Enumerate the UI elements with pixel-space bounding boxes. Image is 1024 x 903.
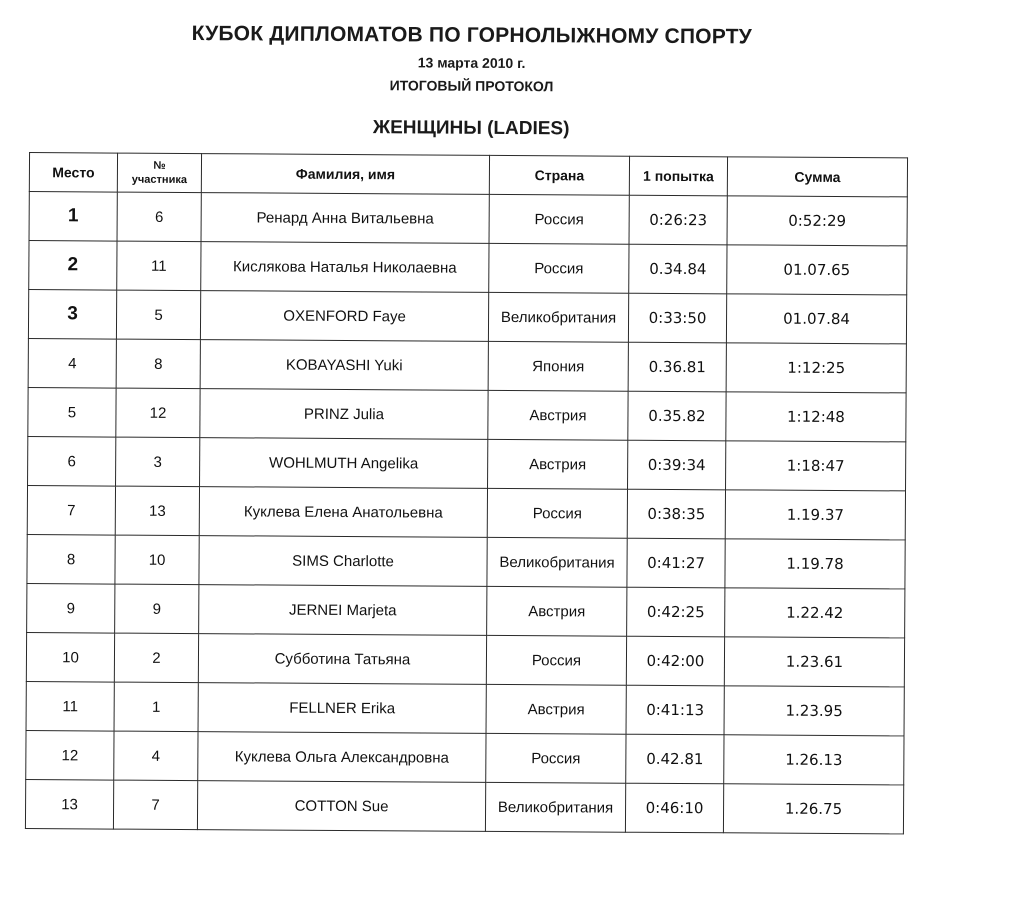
cell-total: 1.23.95	[724, 686, 904, 736]
cell-place: 5	[28, 388, 116, 438]
cell-run1: 0:42:00	[626, 636, 724, 686]
cell-total: 01.07.65	[727, 245, 907, 295]
cell-place: 1	[29, 192, 117, 242]
cell-run1: 0:41:13	[626, 685, 724, 735]
cell-total: 1.26.13	[724, 735, 904, 785]
cell-country: Россия	[486, 635, 626, 685]
cell-country: Россия	[486, 733, 626, 783]
cell-total: 1.19.78	[725, 539, 905, 589]
cell-total: 1:18:47	[726, 441, 906, 491]
cell-run1: 0:33:50	[628, 293, 726, 343]
cell-total: 01.07.84	[726, 294, 906, 344]
cell-bib: 8	[116, 339, 200, 389]
cell-name: COTTON Sue	[197, 781, 485, 832]
table-row	[28, 388, 906, 442]
cell-bib: 13	[115, 486, 199, 536]
event-date: 13 марта 2010 г.	[417, 54, 526, 72]
cell-bib: 2	[114, 633, 198, 683]
cell-name: Куклева Ольга Александровна	[198, 732, 486, 783]
cell-bib: 4	[114, 731, 198, 781]
col-header-place: Место	[29, 153, 117, 193]
cell-country: Австрия	[487, 586, 627, 636]
table-header-row	[29, 153, 907, 197]
cell-bib: 11	[117, 241, 201, 291]
cell-place: 3	[28, 290, 116, 340]
col-header-bib-symbol: №	[153, 159, 166, 172]
cell-bib: 5	[116, 290, 200, 340]
cell-run1: 0.42.81	[626, 734, 724, 784]
results-table	[25, 152, 908, 834]
cell-total: 1.19.37	[725, 490, 905, 540]
table-row	[29, 192, 907, 246]
cell-total: 1:12:25	[726, 343, 906, 393]
cell-place: 13	[25, 780, 113, 830]
cell-country: Великобритания	[487, 537, 627, 587]
cell-name: Субботина Татьяна	[198, 634, 486, 685]
col-header-country: Страна	[489, 155, 629, 195]
table-row	[25, 780, 903, 834]
cell-place: 9	[27, 584, 115, 634]
cell-place: 8	[27, 535, 115, 585]
cell-bib: 3	[116, 437, 200, 487]
cell-run1: 0:38:35	[627, 489, 725, 539]
cell-run1: 0.36.81	[628, 342, 726, 392]
cell-country: Великобритания	[485, 782, 625, 832]
cell-name: JERNEI Marjeta	[199, 585, 487, 636]
cell-place: 11	[26, 682, 114, 732]
table-row	[27, 535, 905, 589]
cell-bib: 9	[115, 584, 199, 634]
col-header-bib-word: участника	[131, 173, 188, 187]
cell-country: Великобритания	[488, 292, 628, 342]
cell-total: 1:12:48	[726, 392, 906, 442]
table-row	[26, 682, 904, 736]
cell-name: KOBAYASHI Yuki	[200, 340, 488, 391]
cell-name: OXENFORD Faye	[200, 291, 488, 342]
table-row	[28, 437, 906, 491]
cell-bib: 10	[115, 535, 199, 585]
cell-country: Япония	[488, 341, 628, 391]
cell-total: 0:52:29	[727, 196, 907, 246]
table-row	[27, 584, 905, 638]
cell-place: 6	[28, 437, 116, 487]
cell-country: Австрия	[488, 439, 628, 489]
col-header-name: Фамилия, имя	[201, 154, 489, 195]
table-row	[26, 633, 904, 687]
cell-name: PRINZ Julia	[200, 389, 488, 440]
cell-place: 12	[26, 731, 114, 781]
cell-bib: 7	[113, 780, 197, 830]
cell-name: Ренард Анна Витальевна	[201, 193, 489, 244]
col-header-run1: 1 попытка	[629, 156, 727, 196]
document-title: КУБОК ДИПЛОМАТОВ ПО ГОРНОЛЫЖНОМУ СПОРТУ	[191, 22, 753, 49]
cell-total: 1.23.61	[724, 637, 904, 687]
cell-country: Россия	[489, 194, 629, 244]
table-row	[29, 241, 907, 295]
col-header-bib	[117, 153, 201, 193]
protocol-heading: ИТОГОВЫЙ ПРОТОКОЛ	[389, 77, 554, 95]
table-row	[26, 731, 904, 785]
cell-run1: 0:26:23	[629, 195, 727, 245]
cell-run1: 0.35.82	[628, 391, 726, 441]
cell-run1: 0:42:25	[627, 587, 725, 637]
cell-run1: 0.34.84	[629, 244, 727, 294]
cell-run1: 0:46:10	[625, 783, 723, 833]
cell-place: 7	[27, 486, 115, 536]
cell-name: Кислякова Наталья Николаевна	[201, 242, 489, 293]
cell-total: 1.22.42	[725, 588, 905, 638]
cell-bib: 1	[114, 682, 198, 732]
cell-country: Россия	[489, 243, 629, 293]
cell-place: 2	[29, 241, 117, 291]
cell-name: SIMS Charlotte	[199, 536, 487, 587]
cell-name: Куклева Елена Анатольевна	[199, 487, 487, 538]
cell-bib: 12	[116, 388, 200, 438]
cell-total: 1.26.75	[723, 784, 903, 834]
cell-place: 4	[28, 339, 116, 389]
cell-country: Россия	[487, 488, 627, 538]
category-heading: ЖЕНЩИНЫ (LADIES)	[372, 117, 570, 140]
cell-bib: 6	[117, 192, 201, 242]
table-row	[28, 339, 906, 393]
cell-country: Австрия	[488, 390, 628, 440]
cell-run1: 0:41:27	[627, 538, 725, 588]
table-row	[28, 290, 906, 344]
col-header-total: Сумма	[727, 157, 907, 197]
cell-name: WOHLMUTH Angelika	[200, 438, 488, 489]
cell-place: 10	[26, 633, 114, 683]
cell-run1: 0:39:34	[628, 440, 726, 490]
cell-name: FELLNER Erika	[198, 683, 486, 734]
cell-country: Австрия	[486, 684, 626, 734]
table-row	[27, 486, 905, 540]
